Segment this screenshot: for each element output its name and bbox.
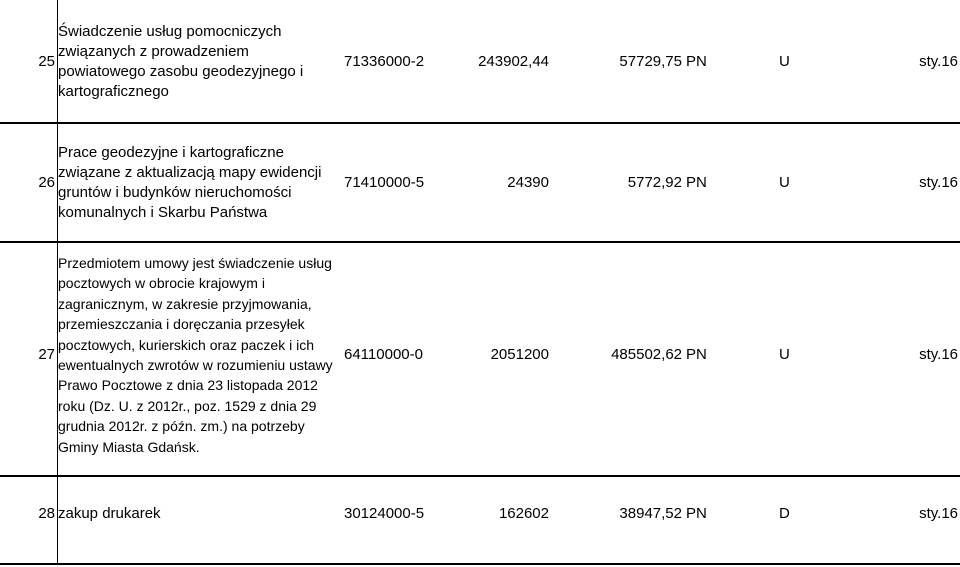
row-number: 26 [38, 174, 55, 191]
row-description [58, 140, 340, 226]
row-number: 25 [38, 53, 55, 70]
row-order-type: U [779, 174, 790, 191]
row-value-eur: 38947,52 [619, 505, 682, 522]
row-value-gross: 243902,44 [478, 53, 549, 70]
row-value-eur: 57729,75 [619, 53, 682, 70]
row-border [0, 563, 960, 565]
description-text: Przedmiotem umowy jest świadczenie usług pocztowych w obrocie krajowym i zagranicznym, w zakresie przyjmowania, przemieszczania i doręczania przesyłek pocztowych, kurierskich oraz paczek i ich ewentualnych zwrotów w rozumieniu ustawy Prawo Pocztowe z dnia 23 listopada 2012 roku (Dz. U. z 2012r., poz. 1529 z dnia 29 grudnia 2012r. z późn. zm.) na potrzeby Gminy Miasta Gdańsk. [58, 254, 333, 455]
row-date: sty.16 [919, 505, 958, 522]
description-text: zakup drukarek [58, 505, 161, 522]
row-cpv-code: 71336000-2 [344, 53, 425, 70]
row-description [58, 252, 340, 458]
row-date: sty.16 [919, 346, 958, 363]
row-value-gross: 2051200 [490, 346, 549, 363]
row-border [0, 475, 960, 477]
row-procedure-mode: PN [686, 174, 707, 191]
row-procedure-mode: PN [686, 53, 707, 70]
row-description [58, 24, 340, 100]
row-number: 28 [38, 505, 55, 522]
row-procedure-mode: PN [686, 505, 707, 522]
description-text: Świadczenie usług pomocniczych związanych z prowadzeniem powiatowego zasobu geodezyjnego i kartograficznego [58, 23, 304, 100]
row-description [58, 500, 340, 528]
row-border [0, 241, 960, 243]
row-procedure-mode: PN [686, 346, 707, 363]
row-cpv-code: 71410000-5 [344, 174, 425, 191]
row-number: 27 [38, 346, 55, 363]
row-order-type: U [779, 346, 790, 363]
row-cpv-code: 30124000-5 [344, 505, 425, 522]
table-row [0, 24, 960, 100]
row-cpv-code: 64110000-0 [344, 346, 423, 363]
table-row [0, 500, 960, 528]
row-value-eur: 485502,62 [611, 346, 682, 363]
row-order-type: D [779, 505, 790, 522]
row-border [0, 122, 960, 124]
row-date: sty.16 [919, 53, 958, 70]
row-value-gross: 24390 [507, 174, 549, 191]
row-value-eur: 5772,92 [627, 174, 682, 191]
row-order-type: U [779, 53, 790, 70]
row-value-gross: 162602 [498, 505, 549, 522]
description-text: Prace geodezyjne i kartograficzne związane z aktualizacją mapy ewidencji gruntów i budynków nieruchomości komunalnych i Skarbu Państwa [58, 144, 322, 221]
table-row [0, 252, 960, 458]
table-row [0, 140, 960, 226]
row-date: sty.16 [919, 174, 958, 191]
